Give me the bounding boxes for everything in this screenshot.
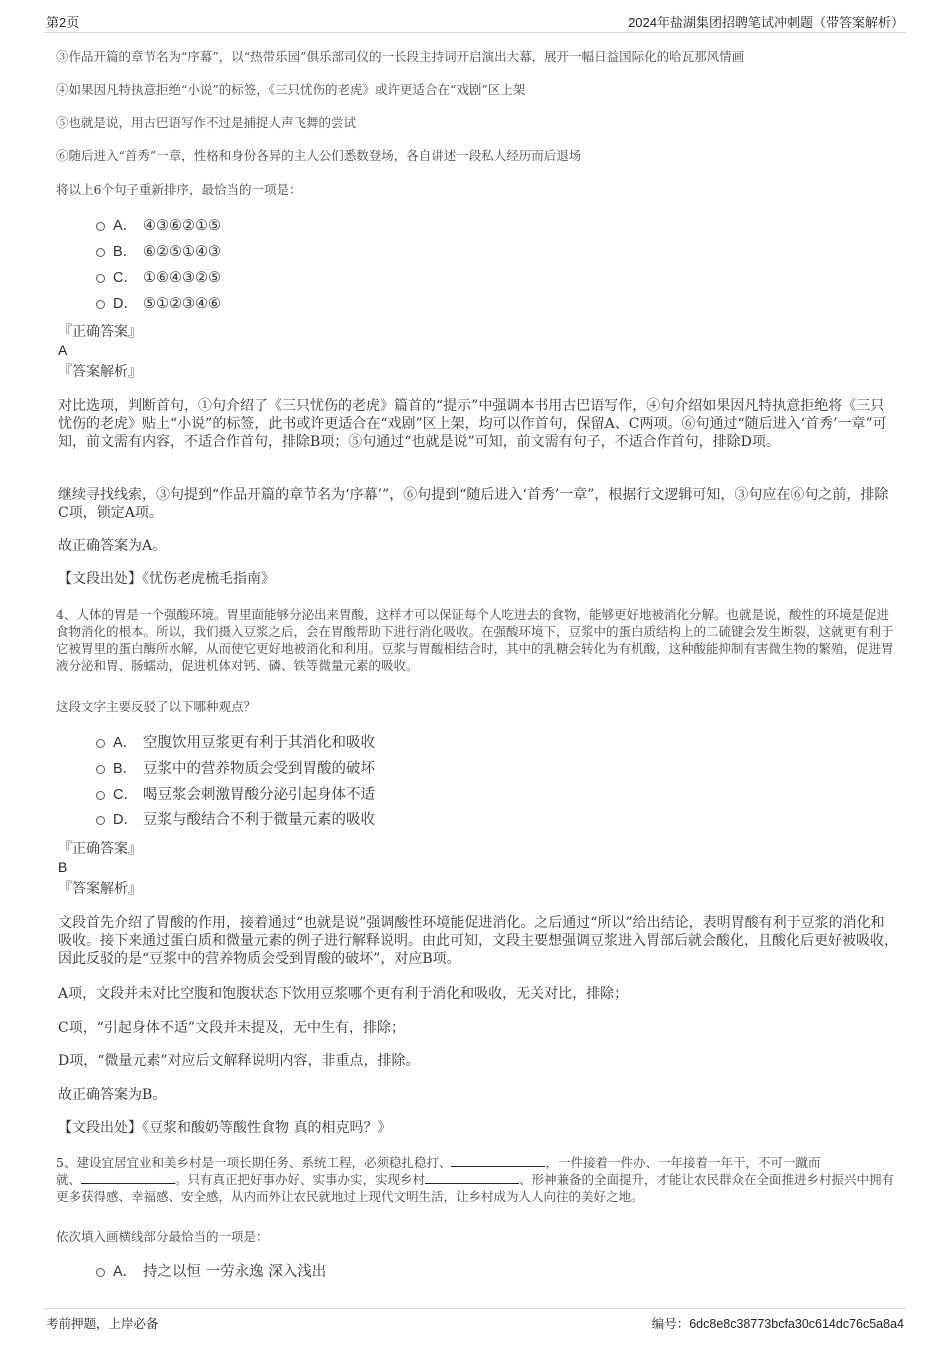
q5-prompt: 依次填入画横线部分最恰当的一项是： (56, 1229, 269, 1244)
q5-stem-part-4: 。只有真正把好事办好、实事办实，实现乡村 (175, 1172, 426, 1187)
q4-analysis-label: 『答案解析』 (58, 881, 142, 897)
q3-sentence-4: ④如果因凡特执意拒绝“小说”的标签，《三只忧伤的老虎》或许更适合在“戏剧”区上架 (56, 82, 526, 97)
q4-answer-label: 『正确答案』 (58, 841, 142, 857)
radio-icon[interactable] (96, 765, 105, 774)
radio-icon[interactable] (96, 300, 105, 309)
option-letter: A． (113, 218, 138, 234)
q3-option-c[interactable] (96, 268, 221, 288)
radio-icon[interactable] (96, 739, 105, 748)
q4-analysis-2: A项，文段并未对比空腹和饱腹状态下饮用豆浆哪个更有利于消化和吸收，无关对比，排除； (58, 986, 629, 1002)
option-letter: A． (113, 735, 138, 751)
fill-blank-2 (81, 1171, 175, 1184)
option-letter: C． (113, 787, 138, 803)
q3-answer-label: 『正确答案』 (58, 324, 142, 340)
q3-sentence-6: ⑥随后进入“首秀”一章，性格和身份各异的主人公们悉数登场，各自讲述一段私人经历而后退场 (56, 148, 582, 163)
option-text: ⑤①②③④⑥ (143, 296, 221, 312)
option-letter: B． (113, 761, 138, 777)
option-letter: B． (113, 244, 138, 260)
q5-stem-part-5: 、形神兼备的全面提升，才能让农民群众在全面推进乡村振兴中拥有更多获得感、幸福感、安全感，从内而外让农民就地过上现代文明生活，让乡村成为人人向往的美好之地。 (56, 1172, 895, 1204)
header-divider (44, 32, 906, 33)
q3-answer: A (58, 342, 68, 358)
option-letter: D． (113, 296, 138, 312)
q5-stem-part-1: 5、建设宜居宜业和美乡村是一项长期任务、系统工程，必须稳扎稳打、 (56, 1155, 452, 1170)
q3-analysis-1: 对比选项，判断首句，①句介绍了《三只忧伤的老虎》篇首的“提示”中强调本书用古巴语写作，④句介绍如果因凡特执意拒绝将《三只忧伤的老虎》贴上“小说”的标签，此书或许更适合在“戏剧”区上架，均可以作首句，保留A、C两项。⑥句通过“随后进入‘首秀’一章”可知，前文需有内容，不适合作首句，排除B项；⑤句通过“也就是说”可知，前文需有句子，不适合作首句，排除D项。 (58, 398, 887, 450)
q4-option-b[interactable] (96, 759, 375, 779)
q3-option-b[interactable] (96, 242, 221, 262)
document-id: 编号：6dc8e8c38773bcfa30c614dc76c5a8a4 (651, 1317, 904, 1331)
q4-option-c[interactable] (96, 785, 375, 805)
option-letter: D． (113, 812, 138, 828)
q4-analysis-3: C项，“引起身体不适”文段并未提及，无中生有，排除； (58, 1020, 406, 1036)
option-text: 喝豆浆会刺激胃酸分泌引起身体不适 (143, 787, 375, 803)
footer-divider (44, 1308, 906, 1309)
radio-icon[interactable] (96, 791, 105, 800)
radio-icon[interactable] (96, 222, 105, 231)
document-title: 2024年盐湖集团招聘笔试冲刺题（带答案解析） (628, 15, 904, 30)
q3-analysis-3: 故正确答案为A。 (58, 538, 167, 554)
footer-slogan: 考前押题，上岸必备 (46, 1316, 159, 1331)
option-letter: C． (113, 270, 138, 286)
q4-option-d[interactable] (96, 810, 375, 830)
q4-analysis-5: 故正确答案为B。 (58, 1087, 167, 1103)
option-text: ⑥②⑤①④③ (143, 244, 221, 260)
option-letter: A． (113, 1264, 138, 1280)
q4-source: 【文段出处】《豆浆和酸奶等酸性食物 真的相克吗？》 (58, 1120, 392, 1136)
q5-stem-part-3: 就、 (56, 1172, 82, 1187)
option-text: ①⑥④③②⑤ (143, 270, 221, 286)
q3-source: 【文段出处】《忧伤老虎梳毛指南》 (58, 571, 275, 587)
option-text: ④③⑥②①⑤ (143, 218, 221, 234)
option-text: 持之以恒 一劳永逸 深入浅出 (143, 1264, 327, 1280)
radio-icon[interactable] (96, 816, 105, 825)
page-number: 第2页 (46, 15, 80, 30)
q3-analysis-label: 『答案解析』 (58, 364, 142, 380)
q3-option-a[interactable] (96, 216, 221, 236)
q4-analysis-1: 文段首先介绍了胃酸的作用，接着通过“也就是说”强调酸性环境能促进消化。之后通过“所以”给出结论，表明胃酸有利于豆浆的消化和吸收。接下来通过蛋白质和微量元素的例子进行解释说明。由此可知，文段主要想强调豆浆进入胃部后就会酸化，且酸化后更好被吸收，因此反驳的是“豆浆中的营养物质会受到胃酸的破坏”，对应B项。 (58, 915, 898, 967)
radio-icon[interactable] (96, 274, 105, 283)
q4-option-a[interactable] (96, 733, 375, 753)
fill-blank-1 (451, 1154, 545, 1167)
q5-option-a[interactable] (96, 1262, 326, 1282)
q4-prompt: 这段文字主要反驳了以下哪种观点？ (56, 699, 257, 714)
q3-option-d[interactable] (96, 294, 221, 314)
option-text: 豆浆中的营养物质会受到胃酸的破坏 (143, 761, 375, 777)
fill-blank-3 (425, 1171, 519, 1184)
q3-sentence-5: ⑤也就是说，用古巴语写作不过是捕捉人声飞舞的尝试 (56, 115, 357, 130)
q4-analysis-4: D项，“微量元素”对应后文解释说明内容，非重点，排除。 (58, 1053, 420, 1069)
q3-prompt: 将以上6个句子重新排序，最恰当的一项是： (56, 182, 302, 197)
q4-answer: B (58, 859, 68, 875)
option-text: 豆浆与酸结合不利于微量元素的吸收 (143, 812, 375, 828)
q5-stem (56, 1154, 901, 1205)
q4-stem: 4、人体的胃是一个强酸环境。胃里面能够分泌出来胃酸，这样才可以保证每个人吃进去的食物，能够更好地被消化分解。也就是说，酸性的环境是促进食物消化的根本。所以，我们摄入豆浆之后，会在胃酸帮助下进行消化吸收。在强酸环境下，豆浆中的蛋白质结构上的二硫键会发生断裂，这就更有利于它被胃里的蛋白酶所水解，从而使它更好地被消化和利用。豆浆与胃酸相结合时，其中的乳糖会转化为有机酸，这种酸能抑制有害微生物的繁殖，促进胃液分泌和胃、肠蠕动，促进机体对钙、磷、铁等微量元素的吸收。 (56, 607, 894, 673)
q3-analysis-2: 继续寻找线索，③句提到“作品开篇的章节名为‘序幕’”，⑥句提到“随后进入‘首秀’一章”，根据行文逻辑可知，③句应在⑥句之前，排除C项，锁定A项。 (58, 487, 889, 521)
option-text: 空腹饮用豆浆更有利于其消化和吸收 (143, 735, 375, 751)
q5-stem-part-2: ，一件接着一件办、一年接着一年干，不可一蹴而 (545, 1155, 821, 1170)
q3-sentence-3: ③作品开篇的章节名为“序幕”，以“热带乐园”俱乐部司仪的一长段主持词开启演出大幕，展开一幅日益国际化的哈瓦那风情画 (56, 49, 745, 64)
radio-icon[interactable] (96, 248, 105, 257)
radio-icon[interactable] (96, 1268, 105, 1277)
